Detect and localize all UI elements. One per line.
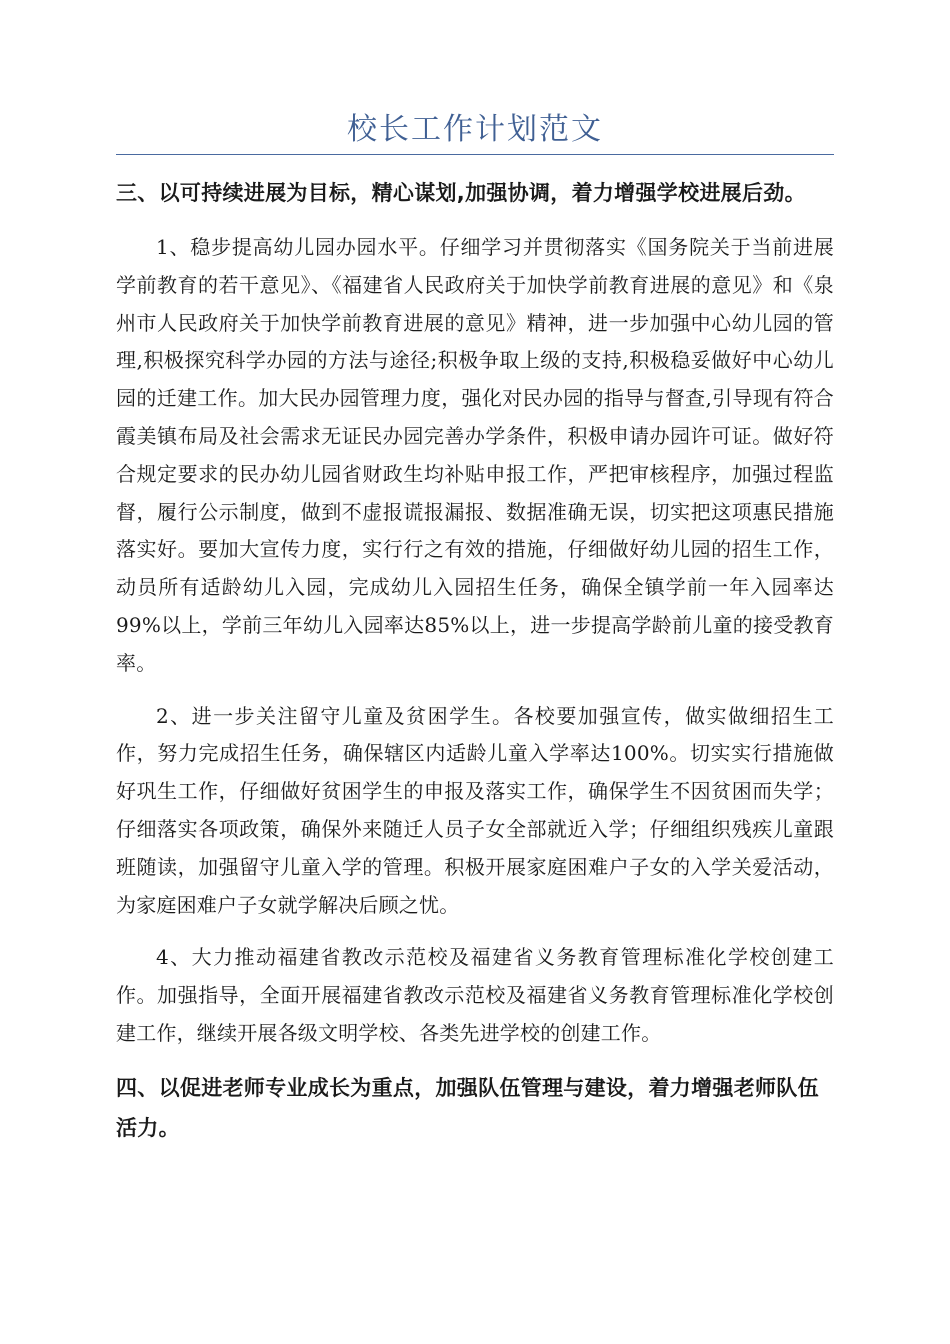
- section-4: [116, 1068, 834, 1148]
- title-underline: [116, 154, 834, 155]
- paragraph: 2、进一步关注留守儿童及贫困学生。各校要加强宣传，做实做细招生工作，努力完成招生任务，确保辖区内适龄儿童入学率达100%。切实实行措施做好巩生工作，仔细做好贫困学生的申报及落实工作，确保学生不因贫困而失学；仔细落实各项政策，确保外来随迁人员子女全部就近入学；仔细组织残疾儿童跟班随读，加强留守儿童入学的管理。积极开展家庭困难户子女的入学关爱活动，为家庭困难户子女就学解决后顾之忧。: [116, 703, 834, 917]
- section-heading: 四、以促进老师专业成长为重点，加强队伍管理与建设，着力增强老师队伍活力。: [116, 1075, 819, 1140]
- document-page: [116, 108, 834, 1164]
- document-title: 校长工作计划范文: [347, 112, 603, 147]
- section-3: [116, 173, 834, 1053]
- paragraph: 1、稳步提高幼儿园办园水平。仔细学习并贯彻落实《国务院关于当前进展学前教育的若干意见》、《福建省人民政府关于加快学前教育进展的意见》和《泉州市人民政府关于加快学前教育进展的意见》精神，进一步加强中心幼儿园的管理,积极探究科学办园的方法与途径;积极争取上级的支持,积极稳妥做好中心幼儿园的迁建工作。加大民办园管理力度，强化对民办园的指导与督查,引导现有符合霞美镇布局及社会需求无证民办园完善办学条件，积极申请办园许可证。做好符合规定要求的民办幼儿园省财政生均补贴申报工作，严把审核程序，加强过程监督，履行公示制度，做到不虚报谎报漏报、数据准确无误，切实把这项惠民措施落实好。要加大宣传力度，实行行之有效的措施，仔细做好幼儿园的招生工作，动员所有适龄幼儿入园，完成幼儿入园招生任务，确保全镇学前一年入园率达99%以上，学前三年幼儿入园率达85%以上，进一步提高学龄前儿童的接受教育率。: [116, 235, 834, 675]
- paragraph: 4、大力推动福建省教改示范校及福建省义务教育管理标准化学校创建工作。加强指导，全面开展福建省教改示范校及福建省义务教育管理标准化学校创建工作，继续开展各级文明学校、各类先进学校的创建工作。: [116, 945, 834, 1045]
- section-heading: 三、以可持续进展为目标，精心谋划,加强协调，着力增强学校进展后劲。: [116, 181, 806, 205]
